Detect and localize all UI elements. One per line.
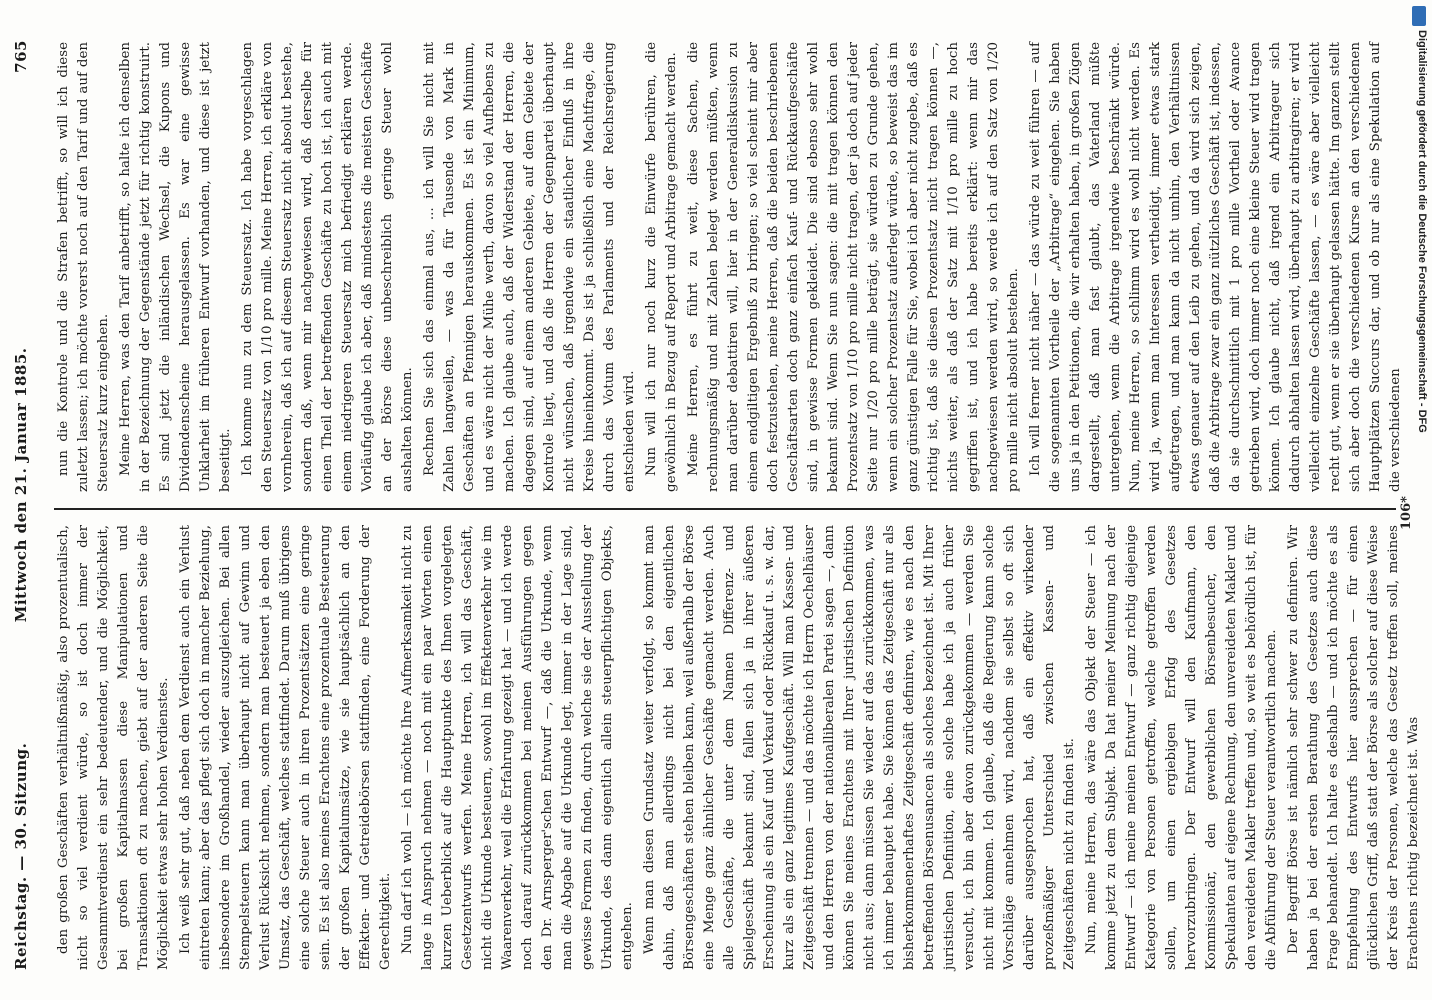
column-divider: [54, 508, 1396, 510]
text-column-left: [54, 525, 1421, 970]
paragraph: Nun darf ich wohl — ich möchte Ihre Aufmerksamkeit nicht zu lange in Anspruch nehmen — noch mit ein paar Worten einen kurzen Ueberblick auf die Hauptpunkte des Ihnen vorgelegten Gesetzentwurfs werfen. Meine Herren, ich will das Geschäft, nicht die Urkunde besteuern, sowohl im Effektenverkehr wie im Waarenverkehr, weil die Erfahrung gezeigt hat — und ich werde noch darauf zurückkommen bei meinen Ausführungen gegen den Dr. Arnsperger'schen Entwurf —, daß die Urkunde, wenn man die Abgabe auf die Urkunde legt, immer in der Lage sind, gewisse Formen zu finden, durch welche sie der Ausstellung der Urkunde, des dann eigentlich allein steuerpflichtigen Objekts, entgehen.: [400, 525, 635, 970]
paragraph: Meine Herren, es führt zu weit, diese Sachen, die rechnungsmäßig und mit Zahlen belegt werden müßten, wenn man darüber debattiren will, hier in der Generaldiskussion zu einem endgiltigen Ergebniß zu bringen; so viel scheint mir aber doch festzustehen, meine Herren, daß die beiden beschriebenen Geschäftsarten doch ganz einfach Kauf- und Rückkaufgeschäfte sind, in gewisse Formen gekleidet. Die sind ebenso sehr wohl bekannt sind. Wenn Sie nun sagen: die mit tragen können den Prozentsatz von 1/10 pro mille nicht tragen, der ja doch auf jeder Seite nur 1/20 pro mille beträgt, sie würden zu Grunde gehen, wenn ein solcher Prozentsatz auferlegt würde, so beweist das im ganz günstigen Falle für Sie, wobei ich aber nicht zugebe, daß es richtig ist, daß sie diesen Prozentsatz nicht tragen können —, nichts weiter, als daß der Satz mit 1/10 pro mille zu hoch gegriffen ist, und ich habe bereits erklärt: wenn mir das nachgewiesen werden wird, so werde ich auf den Satz von 1/20 pro mille nicht absolut bestehen.: [686, 42, 1021, 492]
paragraph: Nun will ich nur noch kurz die Einwürfe berühren, die gewöhnlich in Bezug auf Report und Arbitrage gemacht werden.: [644, 42, 679, 492]
paragraph: Ich will ferner nicht näher — das würde zu weit führen — auf die sogenannten Vortheile der „Arbitrage“ eingehen. Sie haben uns ja in den Petitionen, die wir erhalten haben, in großen Zügen dargestellt, daß man fast glaubt, das Vaterland müßte untergehen, wenn die Arbitrage irgendwie beschränkt würde. Nun, meine Herren, so schlimm wird es wohl nicht werden. Es wird ja, wenn man Interessen vertheidigt, immer etwas stark aufgetragen, und man kann da nicht umhin, den Verhältnissen etwas genauer auf den Leib zu gehen, und da wird sich zeigen, daß die Arbitrage zwar ein ganz nützliches Geschäft ist, indessen, da sie durchschnittlich mit 1 pro mille Vortheil oder Avance getrieben wird, doch immer noch eine kleine Steuer wird tragen können. Ich glaube nicht, daß irgend ein Arbitrageur sich dadurch abhalten lassen wird, überhaupt zu arbitragiren; er wird vielleicht einzelne Geschäfte lassen, — es wäre aber vielleicht recht gut, wenn er sie überhaupt gelassen hätte. Im ganzen stellt sich aber doch die verschiedenen Kurse an den verschiedenen Hauptplätzen Succurs dar, und ob nur als eine Spekulation auf die verschiedenen: [1028, 42, 1403, 492]
running-header: [4, 40, 44, 970]
dfg-logo: [1412, 6, 1426, 26]
paragraph: Meine Herren, was den Tarif anbetrifft, so halte ich denselben in der Bezeichnung der Gegenstände jetzt für richtig konstruirt. Es sind jetzt die inländischen Wechsel, die Kupons und Dividendenscheine herausgelassen. Es war eine gewisse Unklarheit im früheren Entwurf vorhanden, und diese ist jetzt beseitigt.: [118, 42, 233, 492]
paragraph: Ich weiß sehr gut, daß neben dem Verdienst auch ein Verlust eintreten kann; aber das pflegt sich doch in mancher Beziehung, insbesondere im Großhandel, wieder auszugleichen. Bei allen Stempelsteuern kann man überhaupt nicht auf Gewinn und Verlust Rücksicht nehmen, sondern man besteuert ja eben den Umsatz, das Geschäft, welches stattfindet. Darum muß übrigens eine solche Steuer auch in ihren Prozentsätzen eine geringe sein. Es ist also meines Erachtens eine prozentuale Besteuerung der großen Kapitalumsätze, wie sie hauptsächlich an den Effekten- und Getreidebörsen stattfinden, eine Forderung der Gerechtigkeit.: [178, 525, 393, 970]
paragraph: Ich komme nun zu dem Steuersatz. Ich habe vorgeschlagen den Steuersatz von 1/10 pro mille. Meine Herren, ich erkläre von vornherein, daß ich auf diesem Steuersatz nicht absolut bestehe, sondern daß, wenn mir nachgewiesen wird, daß derselbe für einen Theil der betreffenden Geschäfte zu hoch ist, ich auch mit einem niedrigeren Steuersatz mich befriedigt erklären werde. Vorläufig glaube ich aber, daß mindestens die meisten Geschäfte an der Börse diese unbeschreiblich geringe Steuer wohl aushalten können.: [240, 42, 415, 492]
text-column-right: [54, 42, 1403, 492]
header-session: Reichstag. — 30. Sitzung.: [12, 742, 30, 970]
dfg-logo-text: DFG: [1416, 409, 1428, 433]
header-date-page: [12, 40, 30, 622]
header-date: Mittwoch den 21. Januar 1885.: [12, 347, 30, 623]
paragraph: Der Begriff Börse ist nämlich sehr schwer zu definiren. Wir haben ja bei der ersten Berathung des Gesetzes auch diese Frage behandelt. Ich halte es deshalb — und ich möchte es als Empfehlung des Entwurfs hier aussprechen — für einen glücklichen Griff, daß statt der Börse als solcher auf diese Weise der Kreis der Personen, welche das Gesetz treffen soll, meines Erachtens richtig bezeichnet ist. Was: [1286, 525, 1421, 970]
paragraph: Nun, meine Herren, das wäre das Objekt der Steuer — ich komme jetzt zu dem Subjekt. Da hat meiner Meinung nach der Entwurf — ich meine meinen Entwurf — ganz richtig diejenige Kategorie von Personen getroffen, welche getroffen werden sollen, um einen ergiebigen Erfolg des Gesetzes hervorzubringen. Der Entwurf will den Kaufmann, den Kommissionär, den gewerblichen Börsenbesucher, den Spekulanten auf eigene Rechnung, den unvereideten Makler und den vereideten Makler treffen und, so weit es behördlich ist, für die Abführung der Steuer verantwortlich machen.: [1084, 525, 1279, 970]
paragraph: den großen Geschäften verhältnißmäßig, also prozentualisch, nicht so viel verdient würde, so ist doch immer der Gesammtverdienst ein sehr bedeutender, und die Möglichkeit, bei großen Kapitalmassen diese Manipulationen und Transaktionen oft zu machen, giebt auf der anderen Seite die Möglichkeit etwas sehr hohen Verdienstes.: [56, 525, 171, 970]
paragraph: Wenn man diesen Grundsatz weiter verfolgt, so kommt man dahin, daß man allerdings nicht bei den eigentlichen Börsengeschäften stehen bleiben kann, weil außerhalb der Börse eine Menge ganz ähnlicher Geschäfte gemacht werden. Auch alle Geschäfte, die unter dem Namen Differenz- und Spielgeschäft bekannt sind, fallen sich ja in ihrer äußeren Erscheinung als ein Kauf und Verkauf oder Rückkauf u. s. w. dar, kurz als ein ganz legitimes Kaufgeschäft. Will man Kassen- und Zeitgeschäft trennen — und das möchte ich Herrn Oechelhäuser und den Herren von der nationalliberalen Partei sagen —, dann können Sie meines Erachtens mit Ihrer juristischen Definition nicht aus; dann müssen Sie wieder auf das zurückkommen, was ich immer behauptet habe. Sie können das Zeitgeschäft nur als bisherkommenerhaftes Zeitgeschäft definiren, wie es nach den betreffenden Börsenusancen als solches bezeichnet ist. Mit Ihrer juristischen Definition, eine solche habe ich ja auch früher versucht, ich bin aber davon zurückgekommen — werden Sie nicht mit kommen. Ich glaube, daß die Regierung kann solche Vorschläge annehmen wird, nachdem sie selbst so oft sich darüber ausgesprochen hat, daß ein effektiv wirkender prozeßmäßiger Unterschied zwischen Kassen- und Zeitgeschäften nicht zu finden ist.: [642, 525, 1077, 970]
signature-mark: 106*: [1399, 496, 1414, 530]
paragraph: nun die Kontrole und die Strafen betrifft, so will ich diese zuletzt lassen; ich möchte vorerst noch auf den Tarif und auf den Steuersatz kurz eingehen.: [56, 42, 111, 492]
page-number: 765: [12, 40, 30, 73]
digitization-credit: [1408, 6, 1428, 696]
credit-text: Digitalisierung gefördert durch die Deutsche Forschungsgemeinschaft - DFG: [1416, 30, 1428, 433]
paragraph: Rechnen Sie sich das einmal aus, ... ich will Sie nicht mit Zahlen langweilen, — was da für Tausende von Mark in Geschäften an Pfennigen herauskommen. Es ist ein Minimum, und es wäre nicht der Mühe werth, davon so viel Aufhebens zu machen. Ich glaube auch, daß der Widerstand der Herren, die dagegen sind, auf einem anderen Gebiete, auf dem Gebiete der Kontrole liegt, und daß die Herren der Gegenpartei überhaupt nicht wünschen, daß irgendwie ein staatlicher Einfluß in ihre Kreise hineinkommt. Das ist ja schließlich eine Machtfrage, die durch das Votum des Parlaments und der Reichsregierung entschieden wird.: [422, 42, 637, 492]
